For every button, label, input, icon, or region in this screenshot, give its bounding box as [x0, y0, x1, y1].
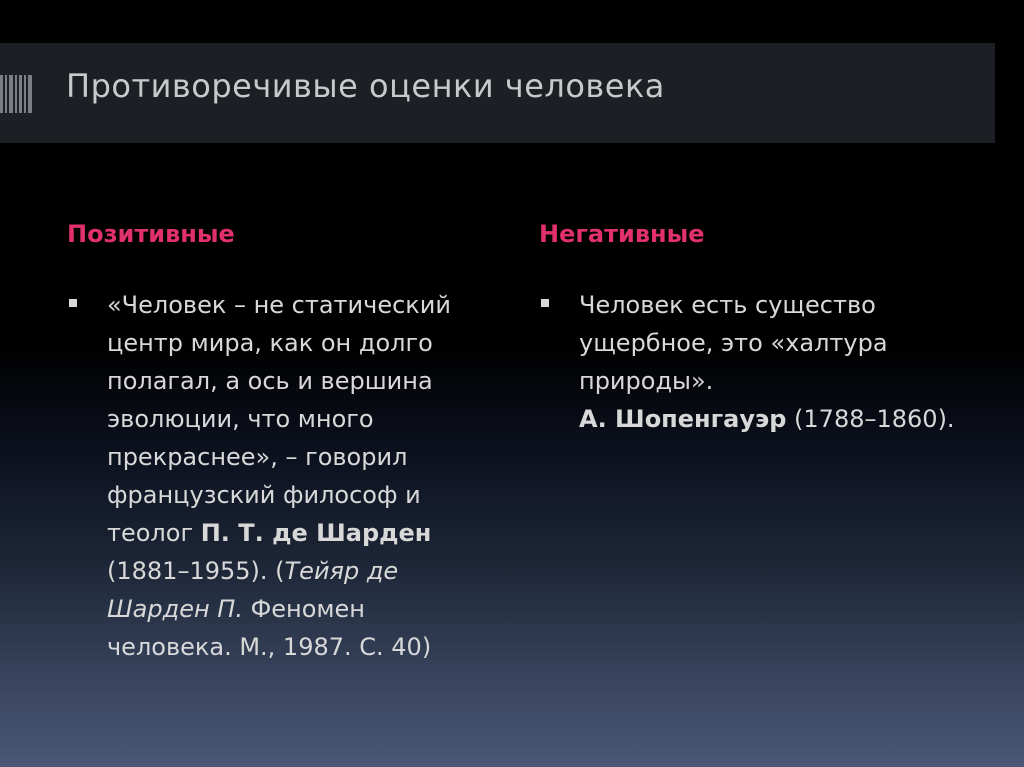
title-stripes-decoration: [0, 75, 34, 113]
negative-heading: Негативные: [539, 220, 705, 248]
negative-quote: Человек есть существо ущербное, это «халтура природы».: [579, 291, 888, 395]
bullet-icon: [541, 299, 549, 307]
positive-citation-source: Феномен человека. М., 1987. С. 40): [107, 595, 432, 661]
positive-years: (1881–1955). (: [107, 557, 285, 585]
positive-citation-author: Тейяр де Шарден П.: [107, 557, 399, 623]
negative-bullet-item: [539, 286, 979, 438]
positive-quote: «Человек – не статический центр мира, как он долго полагал, а ось и вершина эволюции, что много прекраснее», – говорил французский философ и теолог: [107, 291, 451, 547]
title-bar: [0, 43, 995, 143]
negative-years: (1788–1860).: [786, 405, 955, 433]
slide-title: Противоречивые оценки человека: [66, 67, 665, 105]
positive-column: [67, 220, 487, 666]
negative-author: А. Шопенгауэр: [579, 405, 787, 433]
positive-author: П. Т. де Шарден: [200, 519, 432, 547]
bullet-icon: [69, 299, 77, 307]
negative-column: [539, 220, 979, 438]
positive-heading: Позитивные: [67, 220, 235, 248]
positive-bullet-item: [67, 286, 487, 666]
